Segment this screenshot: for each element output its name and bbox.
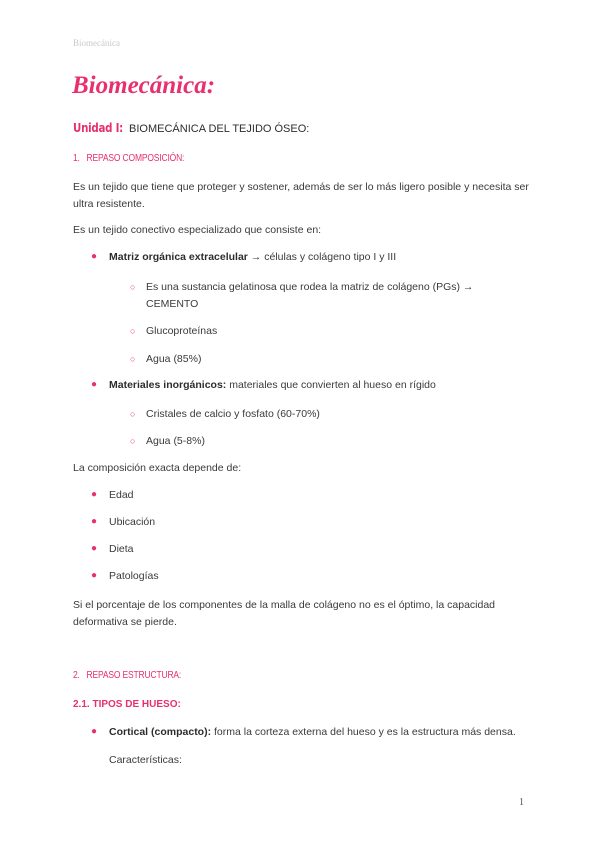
bullet-icon: ● [91, 726, 98, 737]
sub-item-text: Cristales de calcio y fosfato (60-70%) [146, 408, 320, 420]
bullet-icon: ● [91, 516, 98, 527]
section-number: 2. [73, 670, 80, 681]
bullet-icon: ● [91, 570, 98, 581]
circle-bullet-icon: ○ [130, 436, 136, 446]
circle-bullet-icon: ○ [130, 409, 136, 419]
circle-bullet-icon: ○ [130, 354, 136, 364]
term-bold: Materiales inorgánicos: [109, 379, 227, 391]
circle-bullet-icon: ○ [130, 326, 136, 336]
unit-text: BIOMECÁNICA DEL TEJIDO ÓSEO: [125, 123, 310, 135]
section-heading-2 [73, 670, 200, 681]
subsection-heading: 2.1. TIPOS DE HUESO: [73, 699, 181, 710]
paragraph-conectivo: Es un tejido conectivo especializado que consiste en: [73, 224, 322, 236]
bullet-icon: ● [91, 489, 98, 500]
page-title: Biomecánica: [72, 72, 216, 99]
factor-text: Edad [109, 489, 134, 501]
term-bold: Cortical (compacto): [109, 726, 212, 738]
unit-label: Unidad I: [73, 120, 123, 135]
caracteristicas-label: Características: [109, 754, 182, 766]
factor-text: Ubicación [109, 516, 156, 528]
running-header: Biomecánica [73, 38, 120, 48]
circle-bullet-icon: ○ [130, 282, 136, 292]
sub-item-text: Es una sustancia gelatinosa que rodea la matriz de colágeno (PGs) → CEMENTO [146, 281, 474, 310]
unit-heading [73, 120, 309, 135]
bullet-icon: ● [91, 251, 98, 262]
factor-text: Patologías [109, 570, 159, 582]
bullet-icon: ● [91, 379, 98, 390]
factor-text: Dieta [109, 543, 134, 555]
paragraph-depende: La composición exacta depende de: [73, 462, 242, 474]
term-desc: → células y colágeno tipo I y III [247, 251, 397, 263]
term-desc: forma la corteza externa del hueso y es la estructura más densa. [211, 726, 516, 738]
section-title: REPASO ESTRUCTURA: [86, 670, 182, 681]
term-desc: materiales que convierten al hueso en rígido [226, 379, 436, 391]
sub-item-text: Agua (5-8%) [146, 435, 205, 447]
paragraph-intro: Es un tejido que tiene que proteger y sostener, además de ser lo más ligero posible y necesita ser ultra resistente. [73, 181, 529, 210]
section-number: 1. [73, 153, 80, 164]
paragraph-porcentaje: Si el porcentaje de los componentes de la malla de colágeno no es el óptimo, la capacidad deformativa se pierde. [73, 599, 496, 628]
sub-item-text: Glucoproteínas [146, 325, 218, 337]
sub-item-text: Agua (85%) [146, 353, 202, 365]
page-number: 1 [519, 797, 524, 808]
section-heading-1 [73, 153, 204, 164]
bullet-icon: ● [91, 543, 98, 554]
section-title: REPASO COMPOSICIÓN: [86, 153, 185, 164]
term-bold: Matriz orgánica extracelular [109, 251, 248, 263]
